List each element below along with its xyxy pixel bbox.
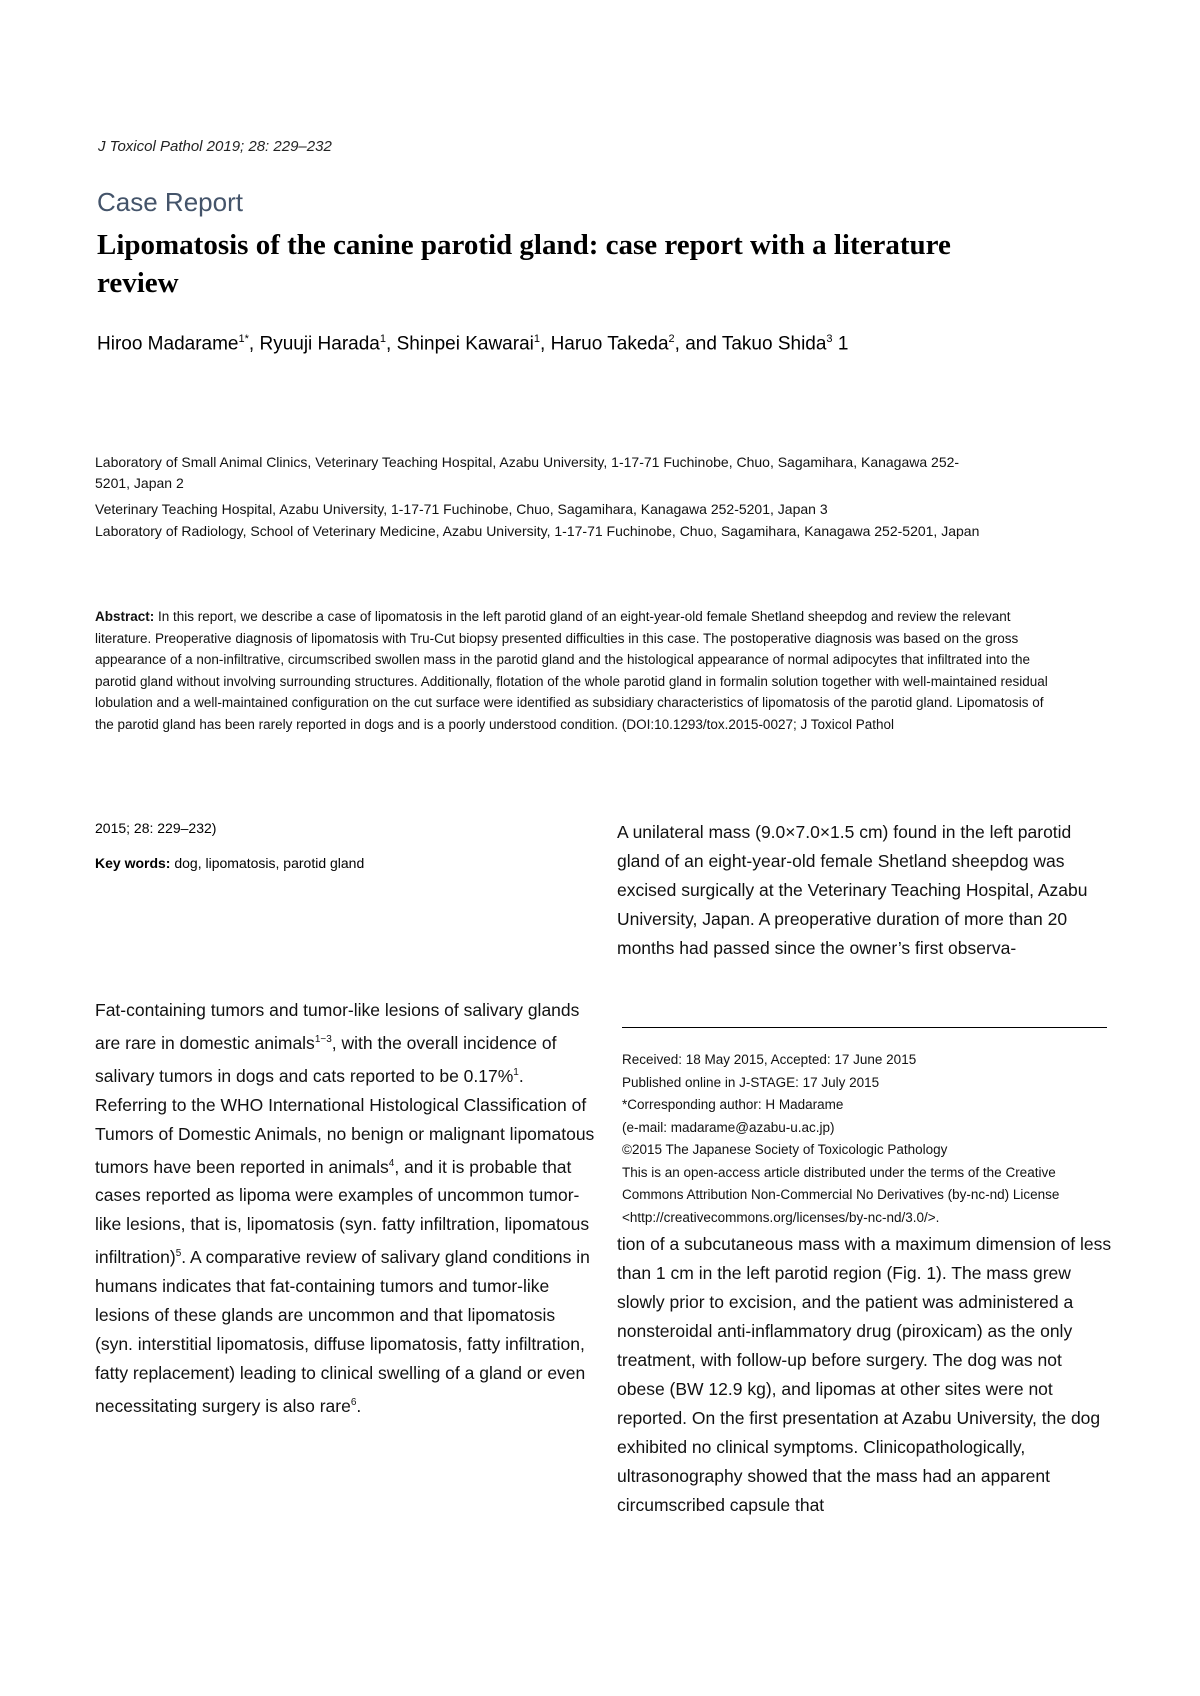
affiliation-2 — [95, 499, 975, 520]
abstract-label: Abstract: — [95, 609, 155, 624]
keywords-label: Key words: — [95, 855, 171, 871]
license-notice: This is an open-access article distributed under the terms of the Creative Commons Attribution Non-Commercial No Derivatives (by-nc-nd) License <http://creativecommons.org/licenses/by-nc-nd/3.0/>. — [622, 1164, 1060, 1225]
footnote-divider — [622, 1027, 1107, 1028]
author-affiliation-mark: 1* — [238, 333, 249, 345]
affiliation-text: Laboratory of Radiology, School of Veterinary Medicine, Azabu University, 1-17-71 Fuchinobe, Chuo, Sagamihara, Kanagawa 252-5201, Japan — [95, 523, 980, 539]
author-name: Shinpei Kawarai — [396, 333, 534, 355]
author-affiliation-mark: 3 — [826, 333, 833, 345]
affiliation-1 — [95, 452, 975, 494]
reference-mark: 6 — [350, 1397, 357, 1409]
copyright-notice: ©2015 The Japanese Society of Toxicologic Pathology — [622, 1142, 948, 1157]
affiliation-text: Laboratory of Small Animal Clinics, Veterinary Teaching Hospital, Azabu University, 1-17-71 Fuchinobe, Chuo, Sagamihara, Kanagawa 252-5201, Japan 2 — [95, 454, 960, 491]
reference-mark: 1 — [513, 1066, 519, 1078]
body-column-right-bottom — [617, 1230, 1112, 1520]
paper-title: Lipomatosis of the canine parotid gland: case report with a literature review — [97, 229, 951, 299]
received-date: Received: 18 May 2015, Accepted: 17 June 2015 — [622, 1052, 917, 1067]
reference-mark: 4 — [388, 1157, 395, 1169]
affiliation-3 — [95, 521, 1015, 542]
body-text: . A comparative review of salivary gland conditions in humans indicates that fat-containing tumors and tumor-like lesions of these glands are uncommon and that lipomatosis (syn. interstitial lipomatosis, diffuse lipomatosis, fatty infiltration, fatty replacement) leading to clinical swelling of a gland or even necessitating surgery is also rare — [95, 1247, 590, 1417]
abstract — [95, 606, 1055, 735]
body-paragraph: tion of a subcutaneous mass with a maximum dimension of less than 1 cm in the left parotid region (Fig. 1). The mass grew slowly prior to excision, and the patient was administered a nonsteroidal anti-inflammatory drug (piroxicam) as the only treatment, with follow-up before surgery. The dog was not obese (BW 12.9 kg), and lipomas at other sites were not reported. On the first presentation at Azabu University, the dog exhibited no clinical symptoms. Clinicopathologically, ultrasonography showed that the mass had an apparent circumscribed capsule that — [617, 1234, 1112, 1515]
body-text: . — [356, 1396, 362, 1417]
body-paragraph — [95, 996, 595, 1421]
abstract-text: In this report, we describe a case of lipomatosis in the left parotid gland of an eight-year-old female Shetland sheepdog and review the relevant literature. Preoperative diagnosis of lipomatosis with Tru-Cut biopsy presented difficulties in this case. The postoperative diagnosis was based on the gross appearance of a non-infiltrative, circumscribed swollen mass in the parotid gland and the histological appearance of normal adipocytes that infiltrated into the parotid gland without involving surrounding structures. Additionally, flotation of the whole parotid gland in formalin solution together with well-maintained residual lobulation and a well-maintained configuration on the cut surface were identified as subsidiary characteristics of lipomatosis of the parotid gland. Lipomatosis of the parotid gland has been rarely reported in dogs and is a poorly understood condition. (DOI:10.1293/tox.2015-0027; J Toxicol Pathol — [95, 609, 1048, 732]
body-text: , and it is probable that cases reported as lipoma were examples of uncommon tumor-like lesions, that is, lipomatosis (syn. fatty infiltration, lipomatous infiltration) — [95, 1156, 590, 1268]
author-separator: 1 — [832, 333, 849, 355]
author-separator: , and — [674, 333, 722, 355]
author-email: (e-mail: madarame@azabu-u.ac.jp) — [622, 1119, 835, 1135]
author-separator: , — [540, 333, 551, 355]
reference-mark: 1−3 — [314, 1034, 332, 1045]
published-date: Published online in J-STAGE: 17 July 2015 — [622, 1074, 880, 1090]
author-affiliation-mark: 1 — [533, 333, 540, 345]
body-paragraph: A unilateral mass (9.0×7.0×1.5 cm) found in the left parotid gland of an eight-year-old female Shetland sheepdog was excised surgically at the Veterinary Teaching Hospital, Azabu University, Japan. A preoperative duration of more than 20 months had passed since the owner’s first observa- — [617, 822, 1088, 958]
body-column-right-top — [617, 818, 1092, 963]
keywords-text: dog, lipomatosis, parotid gland — [170, 855, 365, 871]
author-separator: , — [386, 333, 397, 355]
reference-mark: 5 — [175, 1248, 182, 1260]
corresponding-author: *Corresponding author: H Madarame — [622, 1097, 844, 1112]
body-text: Fat-containing tumors and tumor-like lesions of salivary glands are rare in domestic animals — [95, 1000, 580, 1053]
author-name: Hiroo Madarame — [97, 333, 239, 355]
author-affiliation-mark: 1 — [379, 333, 386, 345]
section-label: Case Report — [97, 187, 243, 217]
author-name: Takuo Shida — [721, 333, 827, 355]
author-name: Ryuuji Harada — [259, 333, 380, 355]
keywords — [95, 855, 364, 871]
journal-citation: J Toxicol Pathol 2019; 28: 229–232 — [98, 138, 332, 155]
author-name: Haruo Takeda — [550, 333, 669, 355]
citation-continuation: 2015; 28: 229–232) — [95, 820, 217, 836]
author-list — [97, 333, 848, 355]
author-affiliation-mark: 2 — [668, 333, 675, 345]
author-separator: , — [248, 333, 260, 355]
body-text: , with the overall incidence of salivary tumors in dogs and cats reported to be 0.17% — [95, 1032, 557, 1086]
affiliation-text: Veterinary Teaching Hospital, Azabu University, 1-17-71 Fuchinobe, Chuo, Sagamihara, Kanagawa 252-5201, Japan 3 — [95, 501, 828, 517]
body-column-left — [95, 996, 595, 1421]
body-text: . Referring to the WHO International Histological Classification of Tumors of Domestic Animals, no benign or malignant lipomatous tumors have been reported in animals — [95, 1065, 595, 1177]
article-footnote — [622, 1049, 1107, 1229]
